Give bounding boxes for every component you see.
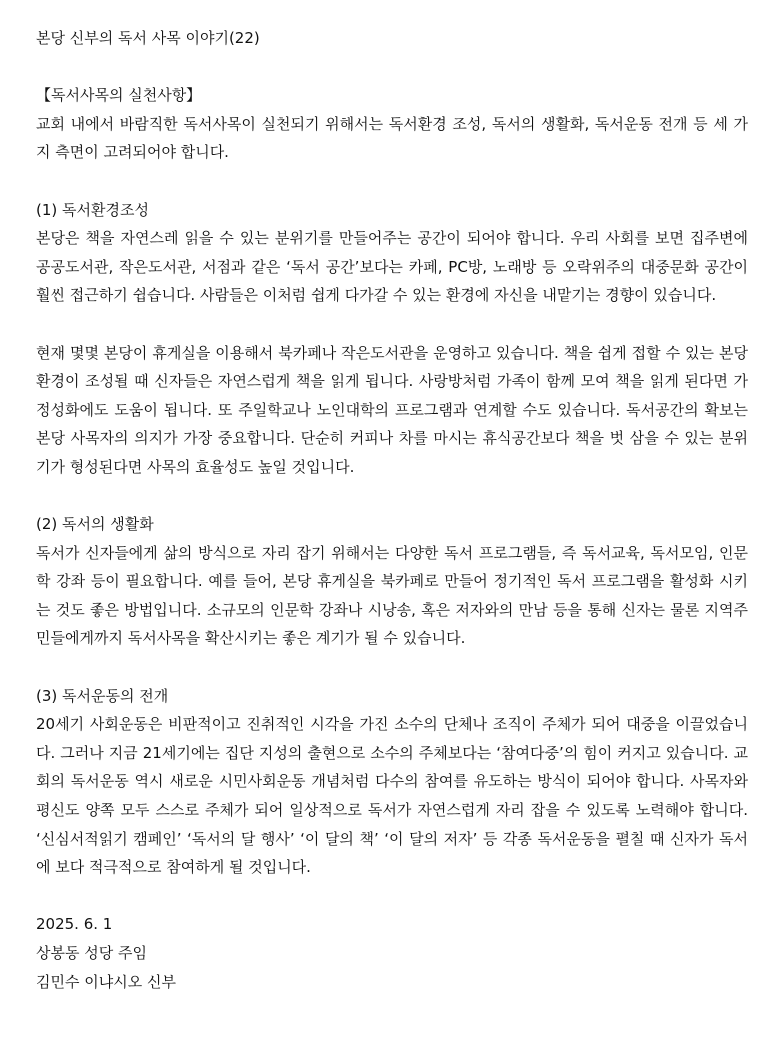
signature-position: 상봉동 성당 주임 <box>36 944 147 962</box>
document-title: 본당 신부의 독서 사목 이야기(22) <box>36 29 260 47</box>
section-heading: 【독서사목의 실천사항】 <box>36 86 202 105</box>
signature-author: 김민수 이냐시오 신부 <box>36 972 176 991</box>
paragraph: 독서가 신자들에게 삶의 방식으로 자리 잡기 위해서는 다양한 독서 프로그램들, 즉 독서교육, 독서모임, 인문학 강좌 등이 필요합니다. 예를 들어, 본당 휴게실을 북카페로 만들어 정기적인 독서 프로그램을 활성화 시키는 것도 좋은 방법입니다. 소규모의 인문학 강좌나 시낭송, 혹은 저자와의 만남 등을 통해 신자는 물론 지역주민들에게까지 독서사목을 확산시키는 좋은 계기가 될 수 있습니다. <box>36 543 748 648</box>
intro-paragraph: 교회 내에서 바람직한 독서사목이 실천되기 위해서는 독서환경 조성, 독서의 생활화, 독서운동 전개 등 세 가지 측면이 고려되어야 합니다. <box>36 114 748 162</box>
paragraph: 20세기 사회운동은 비판적이고 진취적인 시각을 가진 소수의 단체나 조직이 주체가 되어 대중을 이끌었습니다. 그러나 지금 21세기에는 집단 지성의 출현으로 소수의 주체보다는 ‘참여다중’의 힘이 커지고 있습니다. 교회의 독서운동 역시 새로운 시민사회운동 개념처럼 다수의 참여를 유도하는 방식이 되어야 합니다. 사목자와 평신도 양쪽 모두 스스로 주체가 되어 일상적으로 독서가 자연스럽게 자리 잡을 수 있도록 노력해야 합니다. ‘신심서적읽기 캠페인’ ‘독서의 달 행사’ ‘이 달의 책’ ‘이 달의 저자’ 등 각종 독서운동을 펼칠 때 신자가 독서에 보다 적극적으로 참여하게 될 것입니다. <box>36 715 748 877</box>
spacer <box>36 53 748 82</box>
subsection-heading-daily-reading: (2) 독서의 생활화 <box>36 515 154 534</box>
spacer <box>36 167 748 196</box>
paragraph: 본당은 책을 자연스레 읽을 수 있는 분위기를 만들어주는 공간이 되어야 합니다. 우리 사회를 보면 집주변에 공공도서관, 작은도서관, 서점과 같은 ‘독서 공간’보다는 카페, PC방, 노래방 등 오락위주의 대중문화 공간이 훨씬 접근하기 쉽습니다. 사람들은 이처럼 쉽게 다가갈 수 있는 환경에 자신을 내맡기는 경향이 있습니다. <box>36 229 748 305</box>
spacer <box>36 653 748 682</box>
spacer <box>36 482 748 511</box>
paragraph: 현재 몇몇 본당이 휴게실을 이용해서 북카페나 작은도서관을 운영하고 있습니다. 책을 쉽게 접할 수 있는 본당 환경이 조성될 때 신자들은 자연스럽게 책을 읽게 됩니다. 사랑방처럼 가족이 함께 모여 책을 읽게 된다면 가정성화에도 도움이 됩니다. 또 주일학교나 노인대학의 프로그램과 연계할 수도 있습니다. 독서공간의 확보는 본당 사목자의 의지가 가장 중요합니다. 단순히 커피나 차를 마시는 휴식공간보다 책을 벗 삼을 수 있는 분위기가 형성된다면 사목의 효율성도 높일 것입니다. <box>36 343 748 476</box>
spacer <box>36 310 748 339</box>
signature-date: 2025. 6. 1 <box>36 915 113 934</box>
subsection-heading-reading-movement: (3) 독서운동의 전개 <box>36 686 169 705</box>
subsection-heading-environment: (1) 독서환경조성 <box>36 200 149 219</box>
spacer <box>36 882 748 911</box>
document-page <box>36 24 748 996</box>
